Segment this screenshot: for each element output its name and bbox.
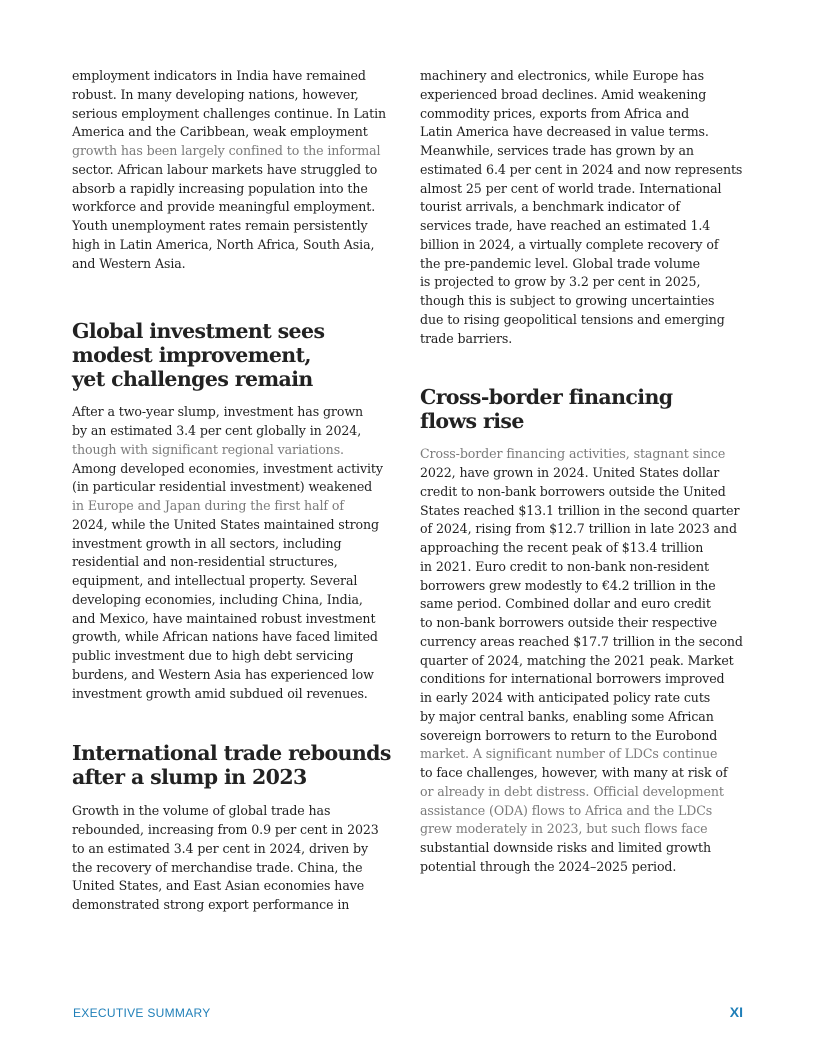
heading-line: modest improvement, bbox=[72, 343, 311, 368]
text-line: experienced broad declines. Amid weakening bbox=[420, 86, 707, 102]
text-line: investment growth in all sectors, including bbox=[72, 535, 342, 551]
trade-heading bbox=[72, 741, 400, 789]
footer-section-label: EXECUTIVE SUMMARY bbox=[73, 1006, 211, 1020]
text-line: credit to non-bank borrowers outside the United bbox=[420, 483, 726, 499]
text-line: Cross-border financing activities, stagnant since bbox=[420, 446, 726, 462]
text-line: in Europe and Japan during the first half of bbox=[72, 498, 344, 513]
text-line: conditions for international borrowers improved bbox=[420, 671, 725, 687]
text-line: workforce and provide meaningful employment. bbox=[72, 199, 376, 215]
financing-paragraph bbox=[420, 445, 748, 876]
text-line: though this is subject to growing uncertainties bbox=[420, 293, 715, 308]
text-line: market. A significant number of LDCs continue bbox=[420, 746, 718, 762]
page-number: XI bbox=[729, 1004, 743, 1020]
text-line: estimated 6.4 per cent in 2024 and now represents bbox=[420, 161, 743, 177]
text-line: of 2024, rising from $12.7 trillion in late 2023 and bbox=[420, 521, 737, 537]
text-line: (in particular residential investment) weakened bbox=[72, 479, 373, 495]
text-line: Among developed economies, investment activity bbox=[72, 460, 383, 476]
heading-line: after a slump in 2023 bbox=[72, 765, 307, 790]
text-line: America and the Caribbean, weak employment bbox=[72, 124, 368, 140]
text-line: though with significant regional variations. bbox=[72, 441, 344, 457]
text-line: burdens, and Western Asia has experienced low bbox=[72, 666, 374, 682]
right-column bbox=[420, 67, 748, 877]
text-line: in 2021. Euro credit to non-bank non-resident bbox=[420, 558, 710, 574]
text-line: After a two-year slump, investment has grown bbox=[72, 404, 364, 420]
text-line: almost 25 per cent of world trade. International bbox=[420, 180, 722, 196]
text-line: in early 2024 with anticipated policy rate cuts bbox=[420, 690, 711, 705]
text-line: to non-bank borrowers outside their respective bbox=[420, 615, 718, 630]
text-line: sector. African labour markets have struggled to bbox=[72, 161, 378, 177]
text-line: 2024, while the United States maintained strong bbox=[72, 516, 380, 532]
text-line: growth has been largely confined to the informal bbox=[72, 143, 381, 158]
text-line: assistance (ODA) flows to Africa and the LDCs bbox=[420, 802, 713, 818]
text-line: United States, and East Asian economies have bbox=[72, 878, 365, 894]
text-line: equipment, and intellectual property. Several bbox=[72, 573, 358, 588]
trade-paragraph bbox=[72, 802, 400, 915]
text-line: Meanwhile, services trade has grown by an bbox=[420, 143, 694, 158]
text-line: growth, while African nations have faced limited bbox=[72, 629, 378, 645]
text-line: sovereign borrowers to return to the Eurobond bbox=[420, 727, 718, 743]
text-line: employment indicators in India have remained bbox=[72, 68, 366, 83]
trade-continued-paragraph bbox=[420, 67, 748, 348]
text-line: absorb a rapidly increasing population into the bbox=[72, 180, 368, 196]
text-line: residential and non-residential structures, bbox=[72, 554, 338, 570]
text-line: high in Latin America, North Africa, South Asia, bbox=[72, 236, 375, 252]
text-line: same period. Combined dollar and euro credit bbox=[420, 596, 711, 612]
employment-paragraph bbox=[72, 67, 400, 273]
text-line: 2022, have grown in 2024. United States dollar bbox=[420, 465, 720, 480]
text-line: investment growth amid subdued oil revenues. bbox=[72, 685, 368, 701]
text-line: public investment due to high debt servicing bbox=[72, 648, 354, 663]
heading-line: Global investment sees bbox=[72, 319, 325, 344]
text-line: approaching the recent peak of $13.4 trillion bbox=[420, 540, 704, 555]
investment-heading bbox=[72, 319, 400, 391]
investment-paragraph bbox=[72, 403, 400, 703]
text-line: to face challenges, however, with many at risk of bbox=[420, 765, 728, 780]
text-line: the pre-pandemic level. Global trade volume bbox=[420, 255, 701, 271]
text-line: demonstrated strong export performance in bbox=[72, 897, 350, 912]
text-line: services trade, have reached an estimated 1.4 bbox=[420, 218, 711, 233]
text-line: and Western Asia. bbox=[72, 255, 186, 271]
text-line: is projected to grow by 3.2 per cent in 2025, bbox=[420, 274, 701, 290]
text-line: grew moderately in 2023, but such flows face bbox=[420, 821, 708, 837]
text-line: serious employment challenges continue. In Latin bbox=[72, 105, 387, 121]
financing-heading bbox=[420, 385, 748, 433]
text-line: commodity prices, exports from Africa and bbox=[420, 105, 690, 121]
text-line: to an estimated 3.4 per cent in 2024, driven by bbox=[72, 840, 369, 856]
text-line: borrowers grew modestly to €4.2 trillion in the bbox=[420, 577, 716, 593]
heading-line: Cross-border financing bbox=[420, 385, 673, 410]
text-line: the recovery of merchandise trade. China, the bbox=[72, 859, 363, 875]
text-line: Latin America have decreased in value terms. bbox=[420, 124, 709, 140]
heading-line: International trade rebounds bbox=[72, 741, 391, 766]
text-line: quarter of 2024, matching the 2021 peak. Market bbox=[420, 652, 734, 668]
heading-line: yet challenges remain bbox=[72, 367, 313, 392]
text-line: trade barriers. bbox=[420, 330, 513, 346]
text-line: and Mexico, have maintained robust investment bbox=[72, 610, 376, 626]
text-line: Growth in the volume of global trade has bbox=[72, 803, 331, 819]
text-line: or already in debt distress. Official development bbox=[420, 783, 724, 799]
text-line: robust. In many developing nations, however, bbox=[72, 86, 359, 102]
text-line: States reached $13.1 trillion in the second quarter bbox=[420, 502, 740, 518]
text-line: rebounded, increasing from 0.9 per cent in 2023 bbox=[72, 822, 379, 837]
heading-line: flows rise bbox=[420, 409, 524, 434]
text-line: currency areas reached $17.7 trillion in the second bbox=[420, 633, 743, 649]
text-line: machinery and electronics, while Europe has bbox=[420, 68, 704, 83]
text-line: by major central banks, enabling some African bbox=[420, 708, 714, 724]
text-line: due to rising geopolitical tensions and emerging bbox=[420, 311, 725, 327]
text-line: billion in 2024, a virtually complete recovery of bbox=[420, 236, 719, 252]
text-line: potential through the 2024–2025 period. bbox=[420, 858, 677, 874]
text-line: Youth unemployment rates remain persistently bbox=[72, 218, 368, 233]
text-line: tourist arrivals, a benchmark indicator of bbox=[420, 199, 680, 215]
text-line: developing economies, including China, India, bbox=[72, 591, 363, 607]
text-line: by an estimated 3.4 per cent globally in 2024, bbox=[72, 423, 362, 438]
text-line: substantial downside risks and limited growth bbox=[420, 840, 711, 855]
left-column bbox=[72, 67, 400, 915]
